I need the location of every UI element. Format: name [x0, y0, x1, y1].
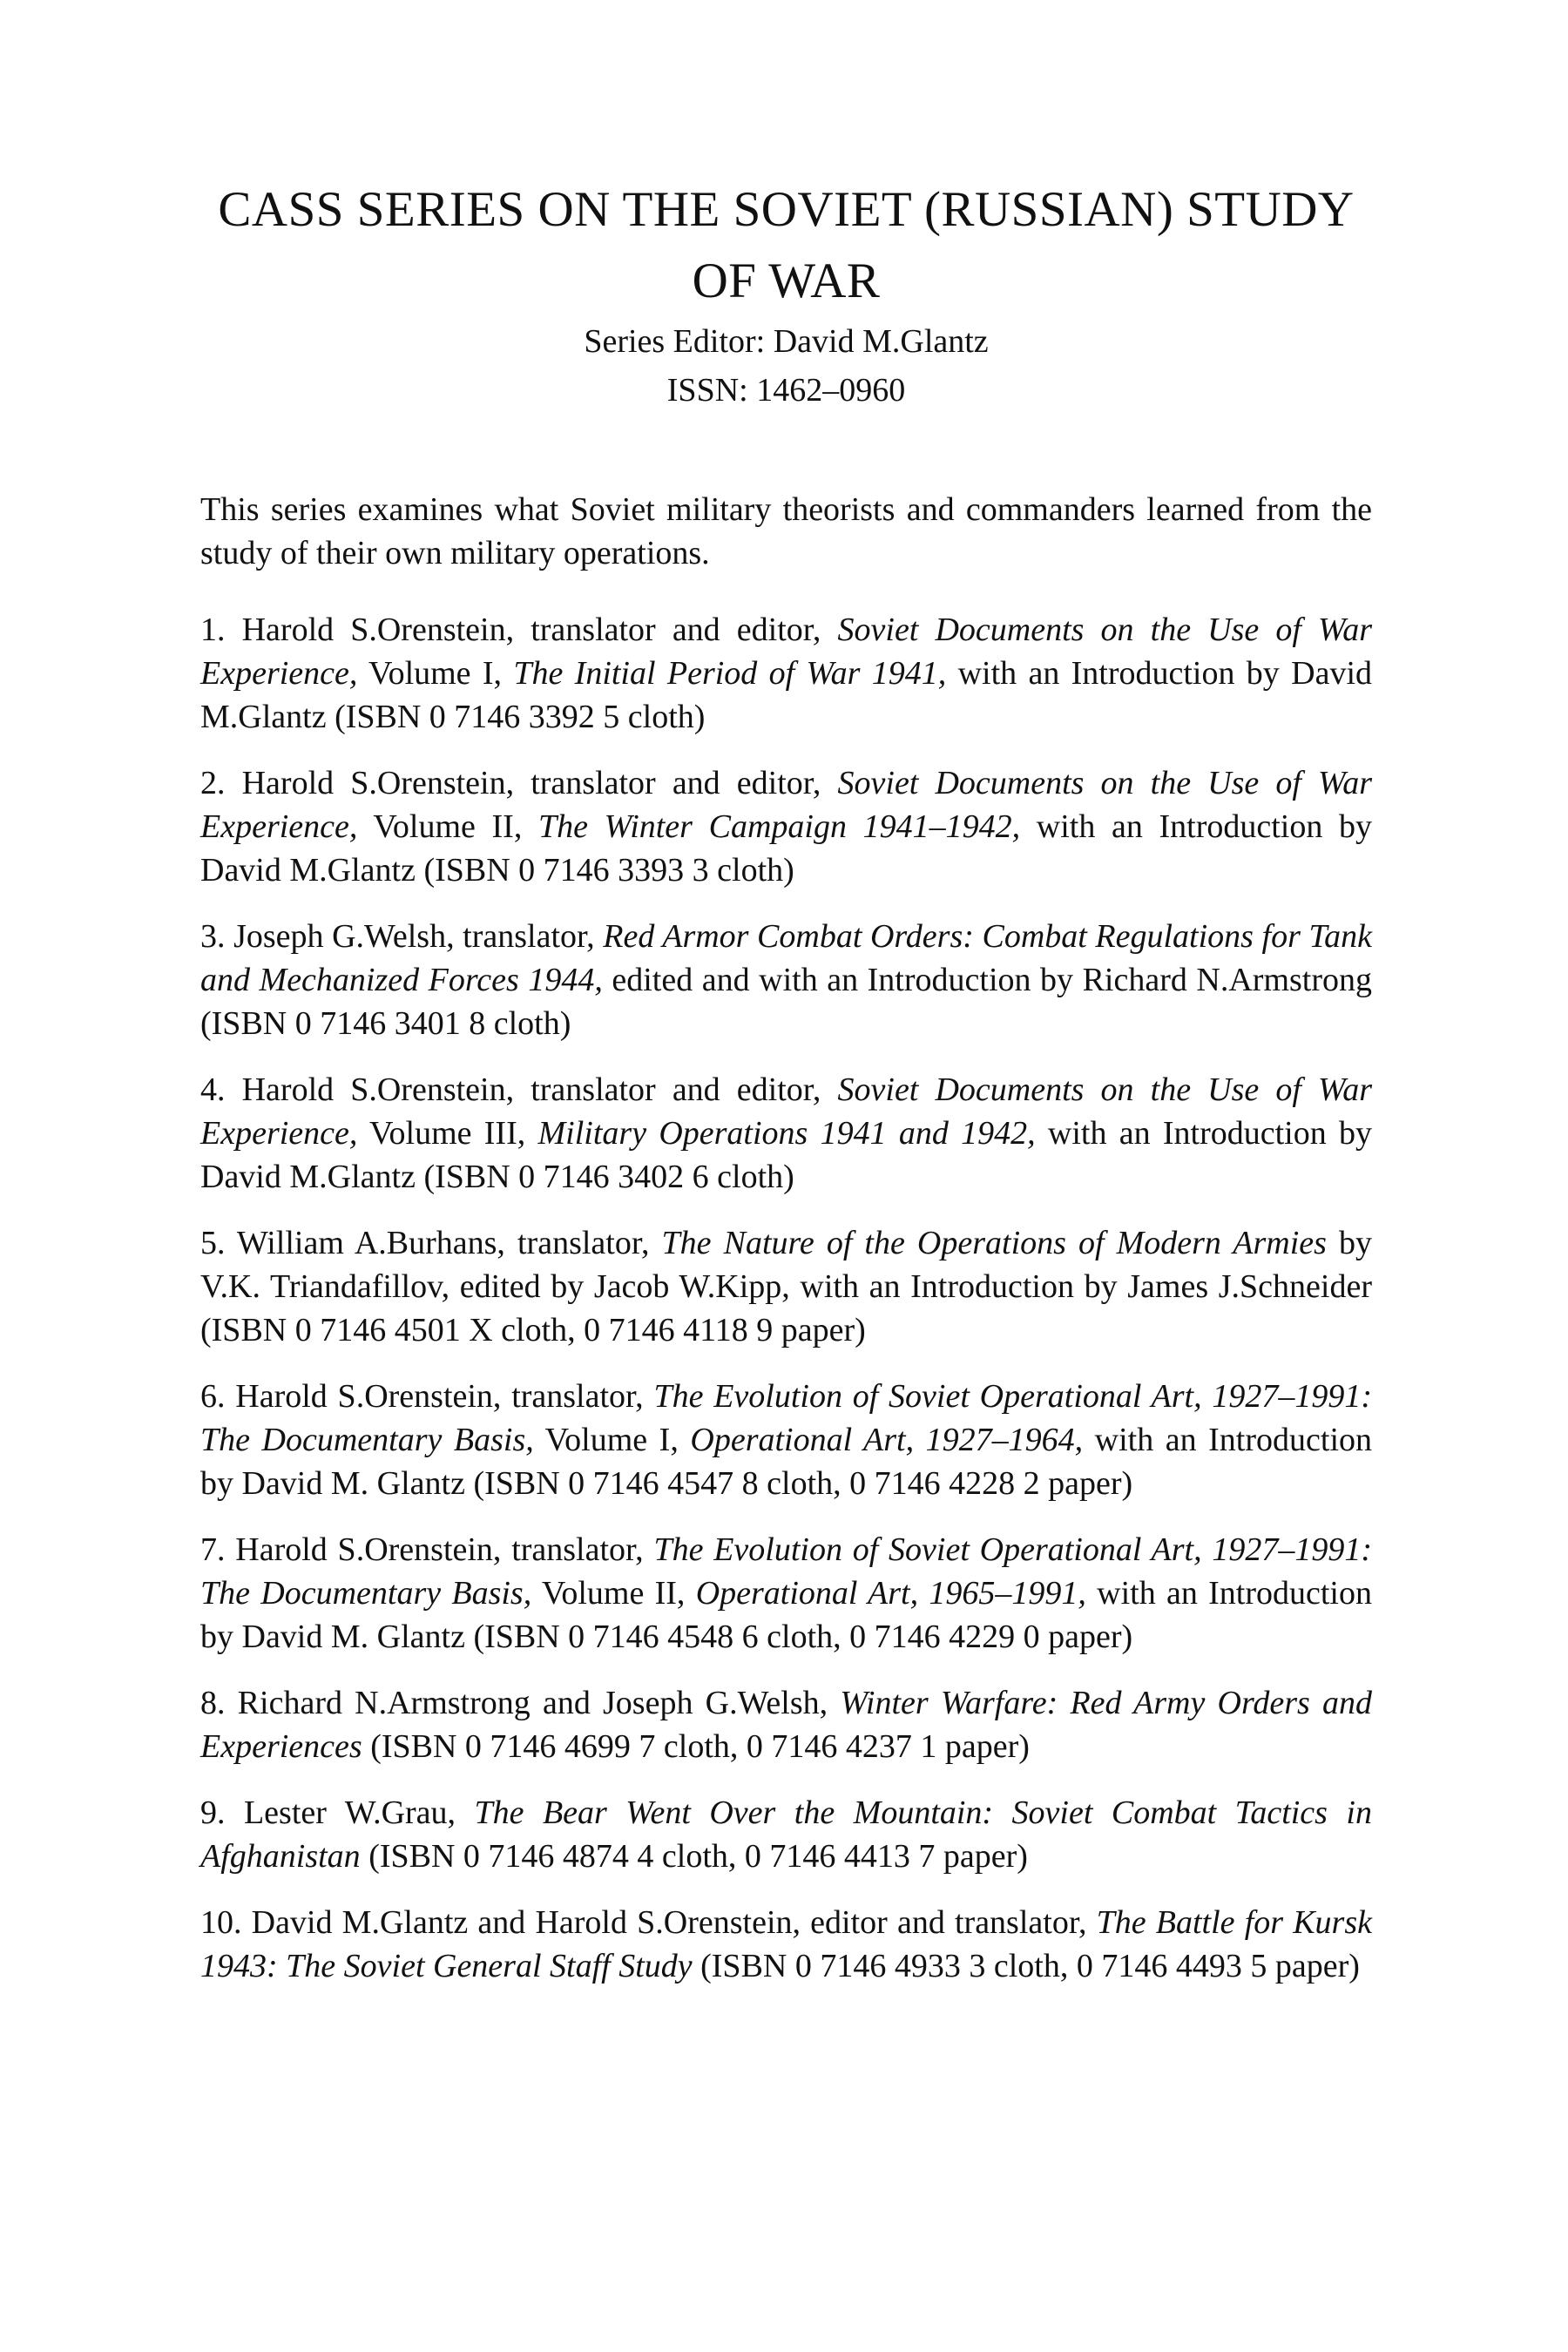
- book-entry-text: 5. William A.Burhans, translator,: [200, 1225, 662, 1261]
- book-title-text: Operational Art, 1965–1991,: [695, 1575, 1086, 1612]
- book-list: [200, 608, 1372, 1988]
- book-entry-text: (ISBN 0 7146 4933 3 cloth, 0 7146 4493 5 paper): [692, 1948, 1360, 1984]
- book-entry-text: with an Introduction by David M. Glantz (ISBN 0 7146 4547 8 cloth, 0 7146 4228 2 paper): [200, 1422, 1372, 1502]
- book-entry-text: 8. Richard N.Armstrong and Joseph G.Welsh,: [200, 1685, 841, 1721]
- series-page: [200, 174, 1372, 1988]
- book-entry-text: 3. Joseph G.Welsh, translator,: [200, 918, 604, 955]
- book-entry-text: with an Introduction by David M.Glantz (ISBN 0 7146 3393 3 cloth): [200, 808, 1372, 889]
- book-title-text: Soviet Documents on the Use of War Experience,: [200, 612, 1372, 692]
- book-title-text: Soviet Documents on the Use of War Experience,: [200, 1071, 1372, 1152]
- book-title-text: The Battle for Kursk 1943: The Soviet General Staff Study: [200, 1904, 1372, 1984]
- series-title: CASS SERIES ON THE SOVIET (RUSSIAN) STUDY OF WAR: [218, 182, 1355, 308]
- book-entry-text: Volume II,: [531, 1575, 696, 1612]
- series-editor: Series Editor: David M.Glantz: [584, 323, 989, 360]
- book-title-text: Soviet Documents on the Use of War Experience,: [200, 765, 1372, 845]
- book-entry-text: 2. Harold S.Orenstein, translator and editor,: [200, 765, 838, 801]
- book-entry-text: with an Introduction by David M.Glantz (ISBN 0 7146 3392 5 cloth): [200, 655, 1372, 735]
- book-entry-text: Volume III,: [357, 1115, 538, 1152]
- book-title-text: The Nature of the Operations of Modern Armies: [661, 1225, 1327, 1261]
- book-entry-text: 10. David M.Glantz and Harold S.Orenstein, editor and translator,: [200, 1904, 1097, 1941]
- book-title-text: The Winter Campaign 1941–1942,: [537, 808, 1021, 845]
- book-entry-text: with an Introduction by David M.Glantz (ISBN 0 7146 3402 6 cloth): [200, 1115, 1372, 1195]
- book-entry: [200, 1375, 1372, 1505]
- book-entry-text: 6. Harold S.Orenstein, translator,: [200, 1378, 654, 1415]
- book-entry-text: 1. Harold S.Orenstein, translator and editor,: [200, 612, 838, 648]
- book-entry: [200, 1791, 1372, 1878]
- book-entry: [200, 1901, 1372, 1988]
- book-entry-text: 9. Lester W.Grau,: [200, 1794, 475, 1831]
- book-title-text: Operational Art, 1927–1964,: [690, 1422, 1084, 1458]
- book-title-text: The Evolution of Soviet Operational Art, 1927–1991: The Documentary Basis,: [200, 1531, 1372, 1612]
- book-title-text: The Bear Went Over the Mountain: Soviet Combat Tactics in Afghanistan: [200, 1794, 1372, 1875]
- book-title-text: Military Operations 1941 and 1942,: [537, 1115, 1036, 1152]
- book-entry-text: edited and with an Introduction by Richard N.Armstrong (ISBN 0 7146 3401 8 cloth): [200, 962, 1372, 1042]
- book-entry-text: (ISBN 0 7146 4699 7 cloth, 0 7146 4237 1 paper): [362, 1728, 1030, 1765]
- book-entry-text: by V.K. Triandafillov, edited by Jacob W.Kipp, with an Introduction by James J.Schneider (ISBN 0 7146 4501 X cloth, 0 7146 4118 9 paper): [200, 1225, 1373, 1348]
- book-entry: [200, 1068, 1372, 1199]
- book-entry: [200, 761, 1372, 892]
- book-entry-text: Volume II,: [357, 808, 538, 845]
- book-entry: [200, 608, 1372, 739]
- book-entry: [200, 1681, 1372, 1768]
- book-entry-text: 4. Harold S.Orenstein, translator and editor,: [200, 1071, 838, 1108]
- series-issn: ISSN: 1462–0960: [666, 372, 906, 409]
- book-entry-text: Volume I,: [533, 1422, 691, 1458]
- book-entry-text: (ISBN 0 7146 4874 4 cloth, 0 7146 4413 7 paper): [360, 1838, 1028, 1875]
- book-entry: [200, 1221, 1372, 1352]
- book-entry-text: with an Introduction by David M. Glantz (ISBN 0 7146 4548 6 cloth, 0 7146 4229 0 paper): [200, 1575, 1372, 1655]
- book-entry: [200, 915, 1372, 1045]
- series-description: This series examines what Soviet military theorists and commanders learned from the study of their own military operations.: [200, 491, 1372, 571]
- book-title-text: The Initial Period of War 1941,: [513, 655, 947, 692]
- book-title-text: Red Armor Combat Orders: Combat Regulations for Tank and Mechanized Forces 1944,: [200, 918, 1372, 998]
- book-entry-text: Volume I,: [357, 655, 514, 692]
- book-entry-text: 7. Harold S.Orenstein, translator,: [200, 1531, 654, 1568]
- book-entry: [200, 1528, 1372, 1659]
- book-title-text: Winter Warfare: Red Army Orders and Experiences: [200, 1685, 1372, 1765]
- book-title-text: The Evolution of Soviet Operational Art, 1927–1991: The Documentary Basis,: [200, 1378, 1372, 1458]
